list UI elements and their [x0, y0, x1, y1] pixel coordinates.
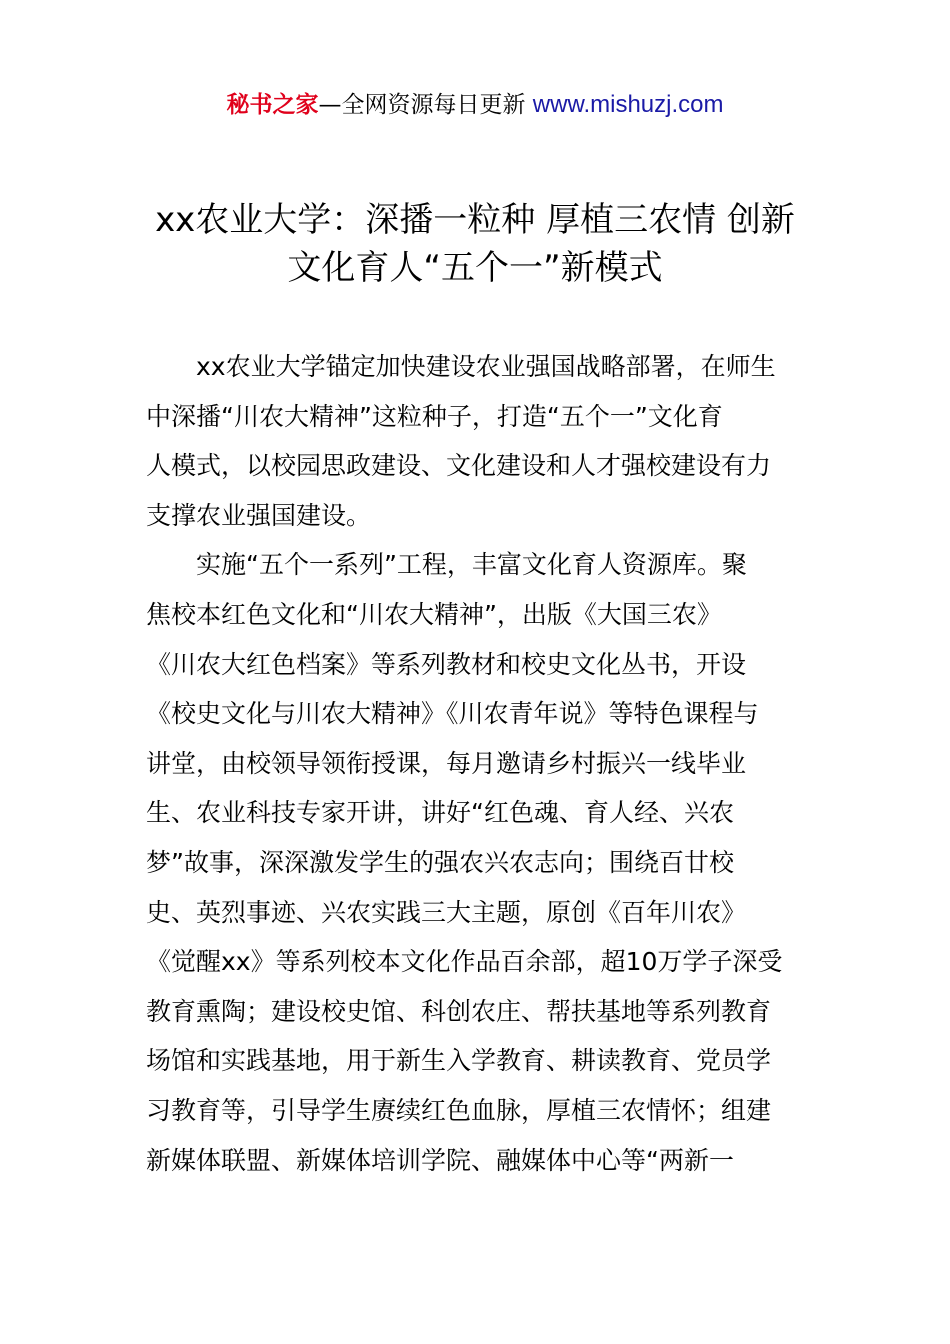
text-line: 《川农大红色档案》等系列教材和校史文化丛书，开设: [146, 649, 747, 679]
text-line: 史、英烈事迹、兴农实践三大主题，原创《百年川农》: [146, 897, 747, 927]
site-url-link[interactable]: www.mishuzj.com: [532, 91, 724, 118]
text-line: 《觉醒xx》等系列校本文化作品百余部，超10万学子深受: [146, 947, 783, 977]
text-line: 讲堂，由校领导领衔授课，每月邀请乡村振兴一线毕业: [146, 748, 747, 778]
site-tagline: —全网资源每日更新: [318, 92, 533, 118]
text-line: 《校史文化与川农大精神》《川农青年说》等特色课程与: [146, 699, 759, 729]
text-line: 焦校本红色文化和“川农大精神”，出版《大国三农》: [146, 599, 722, 629]
text-line: 生、农业科技专家开讲，讲好“红色魂、育人经、兴农: [146, 798, 734, 828]
text-line: 习教育等，引导学生赓续红色血脉，厚植三农情怀；组建: [146, 1095, 772, 1125]
text-line: 实施“五个一系列”工程，丰富文化育人资源库。聚: [196, 550, 747, 580]
text-line: 人模式，以校园思政建设、文化建设和人才强校建设有力: [146, 451, 772, 481]
document-body: [146, 342, 806, 1185]
text-line: 中深播“川农大精神”这粒种子，打造“五个一”文化育: [146, 401, 723, 431]
text-line: 新媒体联盟、新媒体培训学院、融媒体中心等“两新一: [146, 1145, 734, 1175]
text-line: 支撑农业强国建设。: [146, 500, 372, 530]
text-line: xx农业大学锚定加快建设农业强国战略部署，在师生: [196, 352, 776, 381]
text-line: 教育熏陶；建设校史馆、科创农庄、帮扶基地等系列教育: [146, 996, 772, 1026]
title-line: xx农业大学：深播一粒种 厚植三农情 创新: [155, 200, 795, 240]
site-header: [0, 88, 950, 122]
paragraph-intro: [146, 342, 806, 540]
text-line: 场馆和实践基地，用于新生入学教育、耕读教育、党员学: [146, 1046, 772, 1076]
text-line: 梦”故事，深深激发学生的强农兴农志向；围绕百廿校: [146, 847, 734, 877]
site-brand: 秘书之家: [226, 92, 319, 118]
document-title: [100, 196, 850, 292]
title-line: 文化育人“五个一”新模式: [287, 248, 663, 288]
paragraph-five-series: [146, 540, 806, 1185]
